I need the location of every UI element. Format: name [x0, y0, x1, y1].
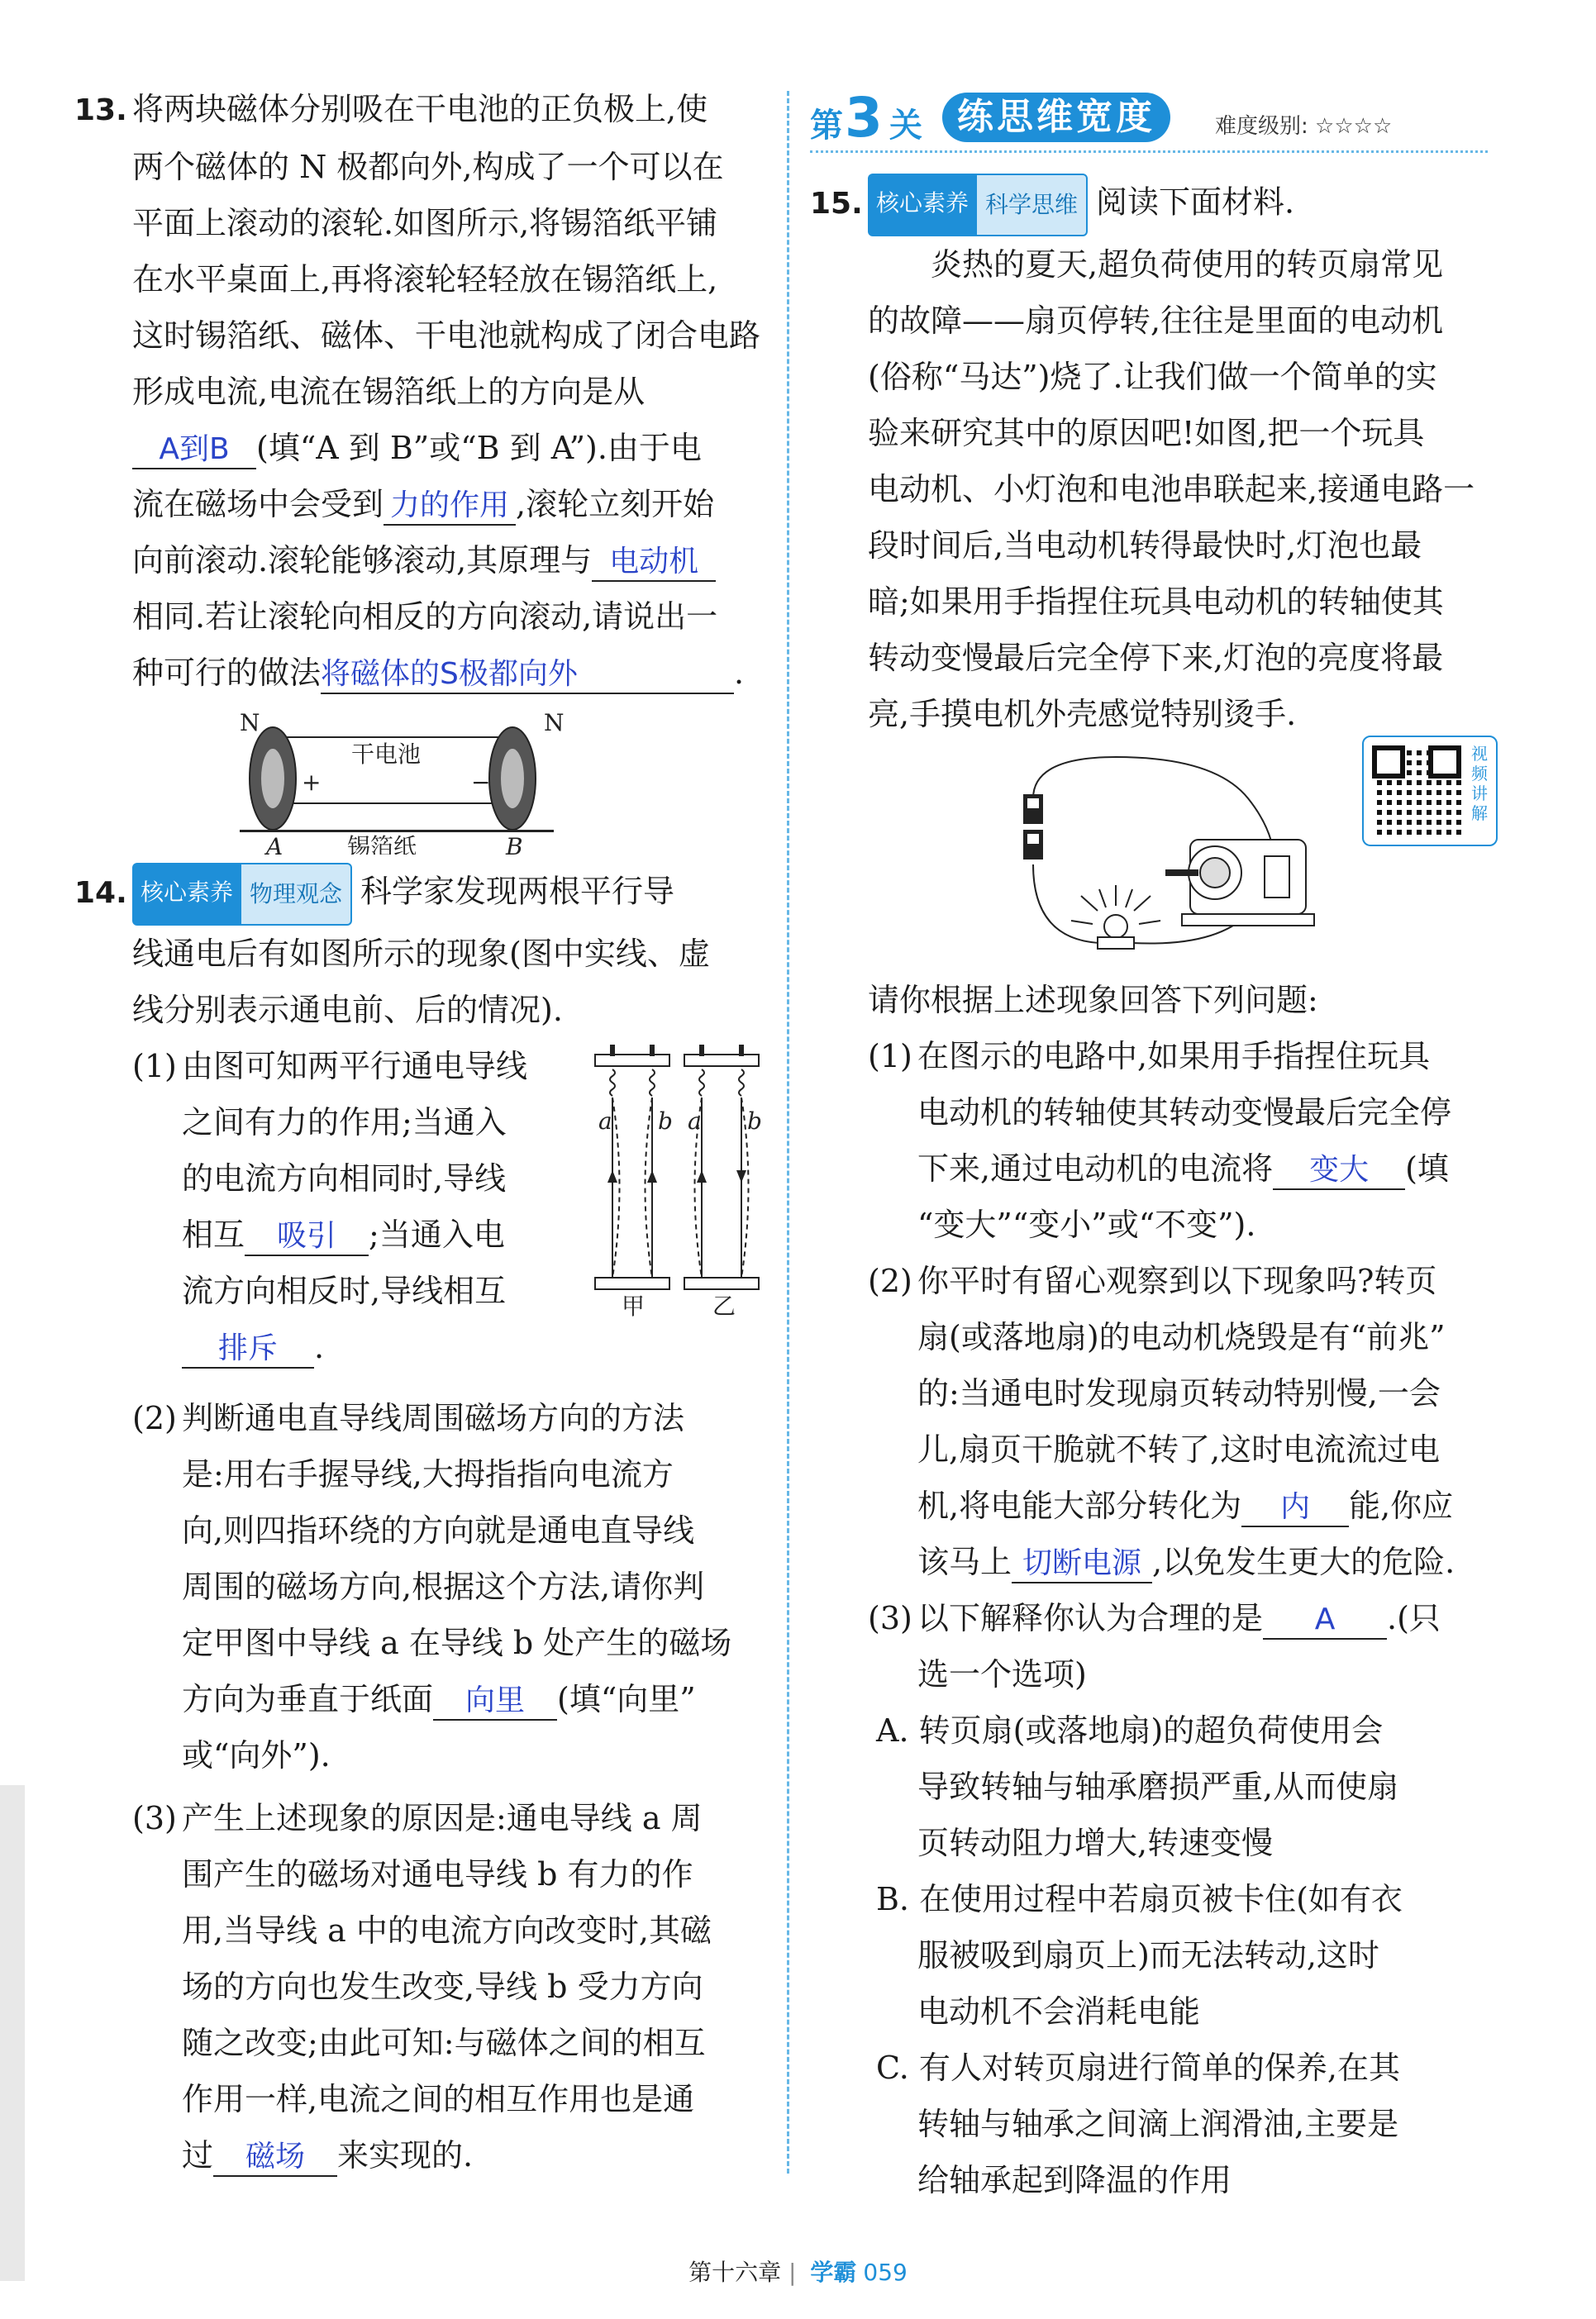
tag-physics-concept: 物理观念 — [241, 863, 352, 926]
answer-blank[interactable]: 吸引 — [245, 1218, 369, 1256]
text-fragment: 方向为垂直于纸面 — [182, 1681, 434, 1717]
text-line: 请你根据上述现象回答下列问题: — [868, 982, 1318, 1018]
text-line: 周围的磁场方向,根据这个方法,请你判 — [182, 1569, 705, 1605]
option-b-cont: 电动机不会消耗电能 — [917, 1993, 1201, 2030]
reading-material — [810, 236, 1513, 742]
text-line: 暗;如果用手指捏住玩具电动机的转轴使其 — [868, 583, 1444, 620]
video-qr-code[interactable] — [1362, 736, 1498, 846]
text-line: 是:用右手握导线,大拇指指向电流方 — [182, 1456, 674, 1493]
text-line: 扇(或落地扇)的电动机烧毁是有“前兆” — [917, 1319, 1446, 1355]
text-line: 作用一样,电流之间的相互作用也是通 — [182, 2081, 695, 2117]
answer-blank[interactable]: 将磁体的S极都向外 — [321, 656, 734, 694]
figure-jia-label: 甲 — [622, 1293, 646, 1319]
text-line: 流方向相反时,导线相互 — [182, 1273, 507, 1309]
page-edge-bar — [0, 1785, 25, 2281]
text-line: 转动变慢最后完全停下来,灯泡的亮度将最 — [868, 640, 1444, 676]
text-line: 之间有力的作用;当通入 — [182, 1104, 507, 1140]
brand-label: 学霸 — [810, 2259, 857, 2286]
answer-blank[interactable]: 力的作用 — [384, 488, 516, 526]
text-line: 线分别表示通电前、后的情况). — [132, 992, 563, 1028]
qr-code-icon — [1372, 745, 1461, 835]
text-line: 将两块磁体分别吸在干电池的正负极上,使 — [132, 91, 708, 127]
foil-label: 锡箔纸 — [347, 833, 417, 855]
level-number: 3 — [845, 86, 883, 150]
option-c-cont: 给轴承起到降温的作用 — [917, 2162, 1232, 2198]
text-fragment: 阅读下面材料. — [1096, 183, 1295, 221]
figure-jia — [595, 1045, 673, 1319]
text-line: (俗称“马达”)烧了.让我们做一个简单的实 — [868, 359, 1437, 395]
option-a-cont: 页转动阻力增大,转速变慢 — [917, 1825, 1274, 1861]
text-fragment: 来实现的. — [337, 2137, 474, 2174]
text-fragment: .(只 — [1387, 1600, 1441, 1636]
question-number: 14. — [74, 875, 127, 910]
text-fragment: 种可行的做法 — [132, 655, 322, 691]
answer-blank[interactable]: 变大 — [1273, 1152, 1405, 1190]
question-number: 13. — [74, 93, 127, 127]
minus-sign: − — [471, 769, 491, 796]
level-header — [810, 86, 1504, 157]
text-line: 两个磁体的 N 极都向外,构成了一个可以在 — [132, 149, 724, 185]
level-prefix: 第 — [810, 107, 843, 145]
option-b[interactable]: B. 在使用过程中若扇页被卡住(如有衣 — [876, 1881, 1403, 1917]
right-column — [810, 174, 1513, 2208]
text-line: “变大”“变小”或“不变”). — [917, 1207, 1256, 1243]
text-fragment: (填“A 到 B”或“B 到 A”).由于电 — [256, 430, 702, 466]
wire-b-label: b — [658, 1107, 673, 1135]
text-line: 场的方向也发生改变,导线 b 受力方向 — [182, 1969, 703, 2005]
text-fragment: (填“向里” — [557, 1681, 696, 1717]
foil-sheet — [240, 830, 554, 832]
text-fragment: ,滚轮立刻开始 — [516, 486, 715, 522]
part-number: (1) — [132, 1048, 177, 1084]
header-dotted-line — [810, 150, 1488, 153]
text-fragment: (填 — [1405, 1150, 1449, 1187]
text-fragment: 该马上 — [917, 1544, 1012, 1580]
battery-label: 干电池 — [351, 740, 422, 768]
north-label-right: N — [544, 709, 565, 736]
text-line: 围产生的磁场对通电导线 b 有力的作 — [182, 1856, 693, 1893]
core-literacy-tag — [868, 174, 1088, 236]
text-fragment: 在图示的电路中,如果用手指捏住玩具 — [917, 1038, 1431, 1074]
north-label-left: N — [240, 709, 260, 736]
page-number: 059 — [863, 2259, 908, 2286]
text-fragment: ;当通入电 — [369, 1217, 505, 1253]
text-line: 向,则四指环绕的方向就是通电直导线 — [182, 1512, 695, 1549]
point-a-label: A — [266, 833, 283, 855]
answer-blank[interactable]: A到B — [132, 431, 256, 469]
toy-motor — [1165, 840, 1314, 926]
part-number: (2) — [132, 1400, 177, 1436]
text-line: 的电流方向相同时,导线 — [182, 1160, 507, 1197]
text-fragment: ,以免发生更大的危险. — [1152, 1544, 1455, 1580]
answer-blank[interactable]: 内 — [1241, 1489, 1349, 1527]
answer-blank[interactable]: 切断电源 — [1012, 1545, 1152, 1583]
text-line: 平面上滚动的滚轮.如图所示,将锡箔纸平铺 — [132, 205, 718, 241]
part-2-block — [810, 1253, 1513, 1590]
chapter-label: 第十六章 — [688, 2259, 782, 2286]
wire-b-label: b — [747, 1107, 762, 1135]
option-b-cont: 服被吸到扇页上)而无法转动,这时 — [917, 1937, 1379, 1974]
point-b-label: B — [506, 833, 523, 855]
text-fragment: 由图可知两平行通电导线 — [182, 1048, 528, 1084]
roller-diagram — [74, 706, 769, 855]
text-line: 这时锡箔纸、磁体、干电池就构成了闭合电路 — [132, 317, 761, 354]
part-3-block — [74, 1790, 769, 2183]
text-line: 或“向外”). — [182, 1737, 331, 1774]
question-13 — [74, 81, 769, 855]
text-line: 形成电流,电流在锡箔纸上的方向是从 — [132, 374, 646, 410]
text-line: 验来研究其中的原因吧!如图,把一个玩具 — [868, 415, 1425, 451]
parallel-wires-figure — [587, 1038, 769, 1319]
text-fragment: 过 — [182, 2137, 214, 2174]
answer-blank[interactable]: 电动机 — [592, 544, 716, 582]
answer-blank[interactable]: A — [1263, 1602, 1387, 1640]
light-bulb — [1071, 885, 1160, 949]
text-line: 线通电后有如图所示的现象(图中实线、虚 — [132, 936, 710, 972]
option-c[interactable]: C. 有人对转页扇进行简单的保养,在其 — [876, 2050, 1400, 2086]
level-suffix: 关 — [889, 107, 922, 145]
part-3-block — [810, 1590, 1513, 2208]
text-fragment: 机,将电能大部分转化为 — [917, 1488, 1242, 1524]
part-2-block — [74, 1390, 769, 1783]
text-line: 儿,扇页干脆就不转了,这时电流流过电 — [917, 1431, 1441, 1468]
level-title: 练思维宽度 — [942, 93, 1170, 142]
roller-figure — [74, 706, 769, 855]
column-divider — [787, 91, 789, 2174]
answer-blank[interactable]: 排斥 — [182, 1331, 314, 1369]
text-fragment: . — [734, 655, 745, 691]
text-fragment: 能,你应 — [1349, 1488, 1454, 1524]
difficulty-rating: 难度级别: ☆☆☆☆ — [1215, 114, 1393, 139]
figure-yi — [684, 1045, 762, 1319]
option-c-cont: 转轴与轴承之间滴上润滑油,主要是 — [917, 2106, 1399, 2142]
part-1-block — [810, 1028, 1513, 1253]
motor-circuit-diagram — [1000, 749, 1347, 972]
text-fragment: 下来,通过电动机的电流将 — [917, 1150, 1274, 1187]
text-line: 电动机的转轴使其转动变慢最后完全停 — [917, 1094, 1452, 1131]
page-footer: 第十六章 | 学霸 059 — [688, 2259, 908, 2286]
answer-blank[interactable]: 磁场 — [213, 2139, 337, 2177]
wire-a-label: a — [688, 1107, 702, 1135]
question-number: 15. — [810, 186, 863, 221]
wire-a-label: a — [598, 1107, 612, 1135]
part-number: (1) — [868, 1038, 912, 1074]
answer-blank[interactable]: 向里 — [433, 1683, 557, 1721]
text-line: 段时间后,当电动机转得最快时,灯泡也最 — [868, 527, 1422, 564]
text-fragment: 流在磁场中会受到 — [132, 486, 384, 522]
tag-scientific-thinking: 科学思维 — [977, 174, 1088, 236]
part-number: (2) — [868, 1263, 912, 1299]
text-line: 随之改变;由此可知:与磁体之间的相互 — [182, 2025, 706, 2061]
text-line: 在水平桌面上,再将滚轮轻轻放在锡箔纸上, — [132, 261, 718, 298]
text-line: 炎热的夏天,超负荷使用的转页扇常见 — [931, 246, 1444, 283]
part-number: (3) — [868, 1600, 912, 1636]
question-14 — [74, 863, 769, 2183]
text-fragment: . — [314, 1329, 325, 1365]
text-fragment: 产生上述现象的原因是:通电导线 a 周 — [182, 1800, 703, 1836]
option-a[interactable]: A. 转页扇(或落地扇)的超负荷使用会 — [876, 1712, 1384, 1749]
text-fragment: 科学家发现两根平行导 — [360, 873, 675, 910]
figure-yi-label: 乙 — [712, 1293, 736, 1319]
text-fragment: 你平时有留心观察到以下现象吗?转页 — [917, 1263, 1437, 1299]
tag-core: 核心素养 — [868, 174, 977, 236]
plus-sign: + — [302, 769, 322, 796]
text-line: 亮,手摸电机外壳感觉特别烫手. — [868, 696, 1297, 732]
text-line: 电动机、小灯泡和电池串联起来,接通电路一 — [868, 471, 1475, 507]
core-literacy-tag — [132, 863, 352, 926]
text-fragment: 以下解释你认为合理的是 — [917, 1600, 1264, 1636]
part-1-block — [74, 1038, 769, 1375]
text-fragment: 判断通电直导线周围磁场方向的方法 — [182, 1400, 685, 1436]
part-number: (3) — [132, 1800, 177, 1836]
text-line: 用,当导线 a 中的电流方向改变时,其磁 — [182, 1912, 712, 1949]
text-line: 选一个选项) — [917, 1656, 1087, 1693]
text-fragment: 向前滚动.滚轮能够滚动,其原理与 — [132, 542, 593, 579]
question-15 — [810, 174, 1513, 2208]
text-line: 定甲图中导线 a 在导线 b 处产生的磁场 — [182, 1625, 732, 1661]
video-label: 视频讲解 — [1471, 744, 1488, 823]
tag-core: 核心素养 — [132, 863, 241, 926]
left-column — [74, 81, 769, 2183]
text-line: 的故障——扇页停转,往往是里面的电动机 — [868, 302, 1444, 339]
text-line: 的:当通电时发现扇页转动特别慢,一会 — [917, 1375, 1441, 1412]
option-a-cont: 导致转轴与轴承磨损严重,从而使扇 — [917, 1769, 1399, 1805]
text-fragment: 相互 — [182, 1217, 245, 1253]
text-line: 相同.若让滚轮向相反的方向滚动,请说出一 — [132, 598, 718, 635]
